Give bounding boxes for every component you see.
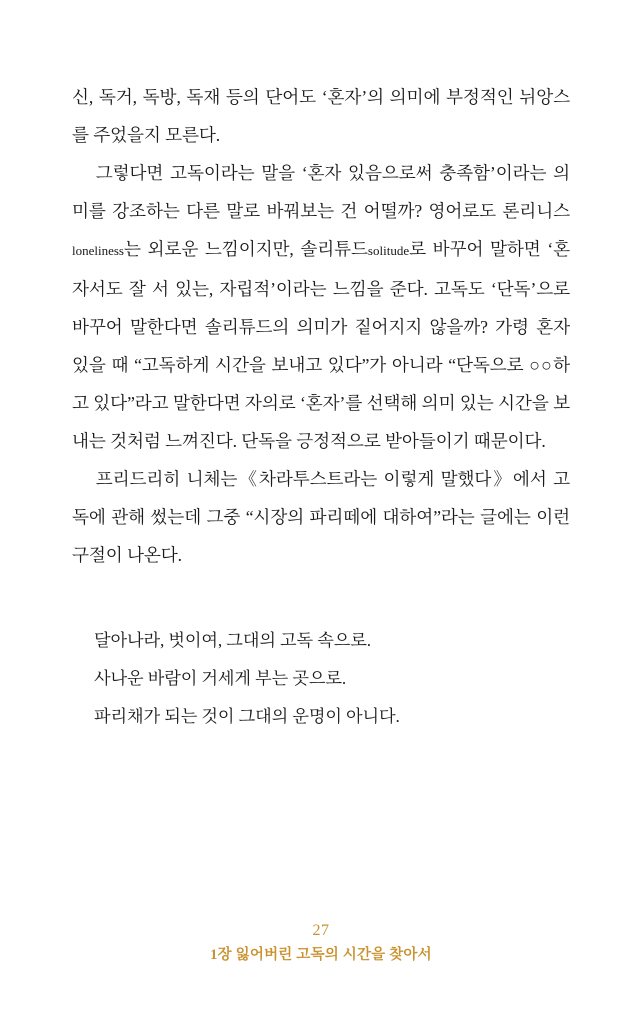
- paragraph-2-segment-2: 는 외로운 느낌이지만, 솔리튜드: [124, 239, 368, 259]
- quote-line-1: 달아나라, 벗이여, 그대의 고독 속으로.: [94, 631, 371, 650]
- quotation-block: [72, 622, 570, 736]
- quote-line-3: 파리채가 되는 것이 그대의 운명이 아니다.: [94, 707, 400, 726]
- quote-line-2: 사나운 바람이 거세게 부는 곳으로.: [94, 669, 347, 688]
- paragraph-2-segment-3: 로 바꾸어 말하면 ‘혼자서도 잘 서 있는, 자립적’이라는 느낌을 준다. 고독도 ‘단독’으로 바꾸어 말한다면 솔리튜드의 의미가 짙어지지 않을까? 가령 혼자 있을 때 “고독하게 시간을 보내고 있다”가 아니라 “단독으로 ○○하고 있다”라고 말한다면 자의로 ‘혼자’를 선택해 의미 있는 시간을 보내는 것처럼 느껴진다. 단독을 긍정적으로 받아들이기 때문이다.: [72, 239, 570, 451]
- paragraph-1: 신, 독거, 독방, 독재 등의 단어도 ‘혼자’의 의미에 부정적인 뉘앙스를 주었을지 모른다.: [72, 87, 570, 145]
- loneliness-term: loneliness: [72, 243, 124, 258]
- running-title: 1장 잃어버린 고독의 시간을 찾아서: [210, 947, 432, 963]
- page-body: [72, 78, 570, 736]
- paragraph-2: [72, 154, 570, 460]
- paragraph-2-segment-1: 그렇다면 고독이라는 말을 ‘혼자 있음으로써 충족함’이라는 의미를 강조하는 다른 말로 바꿔보는 건 어떨까? 영어로도 론리니스: [72, 163, 570, 221]
- page-footer: [0, 920, 642, 966]
- page-number: 27: [312, 922, 330, 939]
- paragraph-3: 프리드리히 니체는《차라투스트라는 이렇게 말했다》에서 고독에 관해 썼는데 그중 “시장의 파리떼에 대하여”라는 글에는 이런 구절이 나온다.: [72, 469, 570, 565]
- solitude-term: solitude: [367, 243, 410, 258]
